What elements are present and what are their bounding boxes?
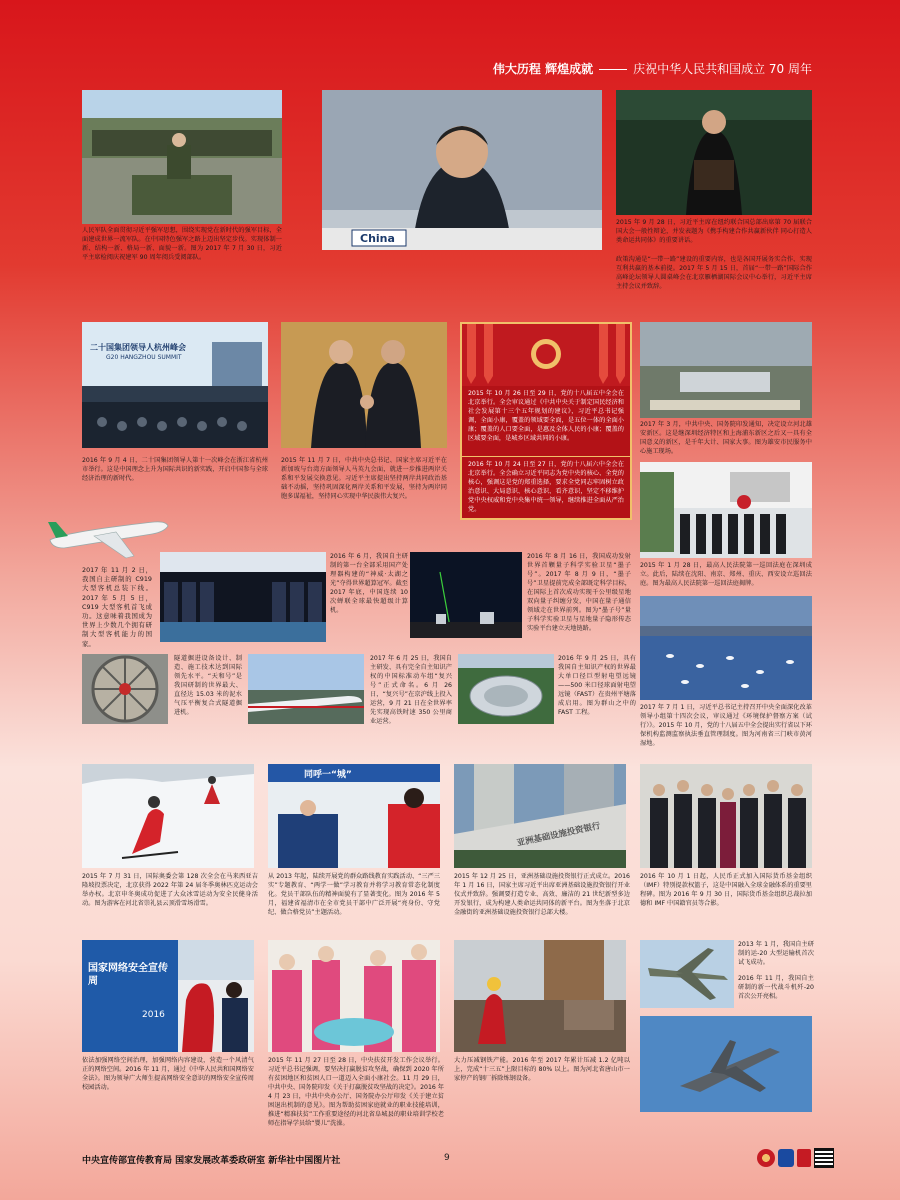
caption-g20: 2016 年 9 月 4 日，二十国集团领导人第十一次峰会在浙江省杭州市举行。这是中国理念上升为国际共识的新实践，开启中国参与全球经济治理的新时代。 bbox=[82, 457, 268, 482]
cyber-board-year: 2016 bbox=[142, 1010, 165, 1020]
caption-un-assembly: 2015 年 9 月 28 日，习近平主席在纽约联合国总部出席第 70 届联合国大会一般性辩论，并发表题为《携手构建合作共赢新伙伴 同心打造人类命运共同体》的重要讲话。 bbox=[616, 219, 812, 244]
footer-publisher: 中央宣传部宣传教育局 国家发展改革委政研室 新华社中国图片社 bbox=[82, 1156, 341, 1166]
header-dash bbox=[599, 69, 627, 70]
caption-belt-road: 政策沟通是“一带一路”建设的重要内容，也是各国开展务实合作、实现互利共赢的基本前提。2017 年 5 月 15 日，首届“一带一路”国际合作高峰论坛领导人圆桌峰会在北京雁栖湖国际会议中心举行，习近平主席主持会议并致辞。 bbox=[616, 256, 812, 290]
photo-bullet-train bbox=[248, 654, 364, 724]
photo-j20-fighter bbox=[640, 1016, 812, 1112]
photo-fast-telescope bbox=[458, 654, 554, 724]
caption-aiib: 2015 年 12 月 25 日，亚洲基础设施投资银行正式成立。2016 年 1 月 16 日，国家主席习近平出席亚洲基础设施投资银行开业仪式并致辞。强调要打造专业、高效、廉洁的 21 世纪新型多边开发银行，成为构建人类命运共同体的新平台。图为坐落于北京金融街的亚洲基础设施投资银行总部大楼。 bbox=[454, 873, 630, 916]
emblem-icon bbox=[757, 1149, 775, 1167]
caption-imf: 2016 年 10 月 1 日起，人民币正式加入国际货币基金组织（IMF）特别提款权篮子，这是中国融入全球金融体系的重要里程碑。图为 2016 年 9 月 30 日，国际货币基金组织总裁拉加德和 IMF 中国籍官员等合影。 bbox=[640, 873, 812, 907]
photo-skiing bbox=[82, 764, 254, 868]
photo-un-assembly bbox=[616, 90, 812, 215]
caption-fifth-plenum: 2015 年 10 月 26 日至 29 日，党的十八届五中全会在北京举行。全会审议通过《中共中央关于制定国民经济和社会发展第十三个五年规划的建议》，习近平总书记强调，全面小康，覆盖的领域要全面，是五位一体的全面小康；覆盖的人口要全面，是惠及全体人民的小康；覆盖的区域要全面，是城乡区域共同的小康。 bbox=[468, 390, 624, 442]
caption-circuit-court: 2015 年 1 月 28 日，最高人民法院第一巡回法庭在深圳成立。此后，陆续在沈阳、南京、郑州、重庆、西安设立巡回法庭。图为最高人民法院第一巡回法庭揭牌。 bbox=[640, 562, 812, 587]
caption-y20: 2013 年 1 月，我国自主研制的运-20 大型运输机首次试飞成功。 bbox=[738, 941, 814, 966]
photo-tunnel-machine bbox=[82, 654, 168, 724]
caption-steel: 大力压减钢铁产能。2016 年至 2017 年累计压减 1.2 亿吨以上，完成“十三五”上限目标的 80% 以上。图为河北省唐山市一家停产的钢厂拆除炼钢设备。 bbox=[454, 1057, 630, 1082]
aiib-sign: 亚洲基础设施投资银行 bbox=[516, 821, 602, 849]
caption-fuxing: 2017 年 6 月 25 日，我国自主研发、具有完全自主知识产权的中国标准动车组“复兴号”正式命名。6 月 26 日，“复兴号”在京沪线上投入运营，9 月 21 日在全世界率先实现高铁时速 350 公里商业运营。 bbox=[370, 655, 452, 725]
partner-logo-icon bbox=[778, 1149, 794, 1167]
header-title: 伟大历程 辉煌成就 bbox=[492, 62, 594, 76]
caption-poverty: 2015 年 11 月 27 日至 28 日，中央扶贫开发工作会议举行。习近平总书记强调，要坚决打赢脱贫攻坚战，确保到 2020 年所有贫困地区和贫困人口一道迈入全面小康社会。11 月 29 日，中共中央、国务院印发《关于打赢脱贫攻坚战的决定》。2016 年 4 月 23 日，中共中央办公厅、国务院办公厅印发《关于建立贫困退出机制的意见》。图为帮助贫困家庭就业的职业技能培训，推进“精准扶贫”工作重要途径的河北省阜城县的职业培训学校老师在指导学员给“婴儿”洗澡。 bbox=[268, 1057, 444, 1127]
caption-supercomputer: 2016 年 6 月，我国自主研制的第一台全部采用国产处理器构建的“神威·太湖之光”夺得世界超算冠军。截至 2017 年底，中国连续 10 次蝉联全球最快超级计算机。 bbox=[330, 553, 408, 614]
caption-military-parade: 人民军队全面贯彻习近平强军思想，围绕实现党在新时代的强军目标，全面建成世界一流军队。在中国特色强军之路上迈出坚定步伐。实现体制一新、结构一新、格局一新、面貌一新。图为 2017 年 7 月 30 日，习近平主席检阅庆祝建军 90 周年阅兵受阅部队。 bbox=[82, 227, 282, 261]
photo-handshake bbox=[281, 322, 447, 448]
photo-poverty-training bbox=[268, 940, 440, 1052]
caption-winter-olympics: 2015 年 7 月 31 日，国际奥委会第 128 次全会在马来西亚吉隆坡投票决定，北京获得 2022 年第 24 届冬季奥林匹克运动会举办权。北京申冬奥成功促进了大众冰雪运动为安全民健身活动。图为游客在河北省崇礼县云顶滑雪场滑雪。 bbox=[82, 873, 258, 907]
g20-banner-cn: 二十国集团领导人杭州峰会 bbox=[90, 343, 186, 352]
photo-y20-plane bbox=[640, 940, 734, 1008]
photo-aiib bbox=[454, 764, 626, 868]
xinhua-logo-icon bbox=[797, 1149, 811, 1167]
photo-meeting-speech bbox=[322, 90, 602, 250]
caption-quantum: 2016 年 8 月 16 日，我国成功发射世界首颗量子科学实验卫星“墨子号”。2017 年 8 月 9 日，“墨子号”卫星提前完成全部既定科学目标，在国际上首次成功实现千公里级星地双向量子纠缠分发，中国在量子通信领域走在世界前列。图为“墨子号”量子科学实验卫星与星地量子隐形传态实验平台建立天地链路。 bbox=[527, 553, 631, 632]
nameplate-text: China bbox=[360, 232, 395, 245]
header-subtitle: 庆祝中华人民共和国成立 70 周年 bbox=[633, 62, 812, 76]
footer-logos bbox=[757, 1147, 834, 1168]
cyber-board-title: 国家网络安全宣传周 bbox=[88, 963, 168, 987]
photo-steel-plant bbox=[454, 940, 626, 1052]
photo-imf bbox=[640, 764, 812, 868]
photo-supercomputer bbox=[160, 552, 326, 642]
caption-sixth-plenum: 2016 年 10 月 24 日至 27 日，党的十八届六中全会在北京举行。全会确立习近平同志为党中央的核心、全党的核心，强调这是党的郑重选择，要求全党同志牢固树立政治意识、大局意识、核心意识、看齐意识，坚定不移维护党中央权威和党中央集中统一领导，继续推进全面从严治党。 bbox=[462, 456, 630, 523]
caption-party-education: 从 2013 年起，陆续开展党的群众路线教育实践活动、“三严三实”专题教育、“两学一做”学习教育并将学习教育常态化制度化。党员干部队伍的精神面貌有了显著变化。图为 2016 年 5 月，福建省福清市在全市党员干部中广泛开展“亮身份、守党纪、做合格党员”主题活动。 bbox=[268, 873, 440, 916]
photo-cyber-security bbox=[82, 940, 254, 1052]
caption-tunnel: 隧道掘进设备设计、制造、施工技术达到国际领先水平。“天和号”是我国研制的世界最大、直径达 15.03 米的泥水气压平衡复合式隧道掘进机。 bbox=[174, 655, 242, 716]
photo-lake-swans bbox=[640, 596, 812, 700]
caption-j20: 2016 年 11 月，我国自主研制的新一代战斗机歼-20 首次公开亮相。 bbox=[738, 975, 814, 1000]
photo-military-parade bbox=[82, 90, 282, 224]
photo-circuit-court bbox=[640, 462, 812, 558]
photo-g20-summit bbox=[82, 322, 268, 448]
qr-code-icon[interactable] bbox=[814, 1148, 834, 1168]
caption-fast: 2016 年 9 月 25 日，具有我国自主知识产权的世界最大单口径巨型射电望远镜——500 米口径球面射电望远镜（FAST）在贵州平塘落成启用。图为群山之中的 FAST 工程。 bbox=[558, 655, 636, 716]
caption-xiongan: 2017 年 3 月，中共中央、国务院印发通知，决定设立河北雄安新区。这是继深圳经济特区和上海浦东新区之后又一具有全国意义的新区，是千年大计、国家大事。图为雄安市民服务中心施工现场。 bbox=[640, 421, 812, 455]
photo-party-activity bbox=[268, 764, 440, 868]
hotline-sign: 同呼一“城” bbox=[304, 770, 352, 780]
caption-cyber: 依法加强网络空间治理，加强网络内容建设，营造一个风清气正的网络空间。2016 年 11 月，通过《中华人民共和国网络安全法》。图为领导广大师生提高网络安全意识的网络安全宣传周校园活动。 bbox=[82, 1057, 254, 1091]
caption-environment: 2017 年 7 月 1 日，习近平总书记主持召开中央全面深化改革领导小组第十四次会议，审议通过《环境保护督察方案（试行）》。2015 年 10 月，党的十八届五中全会提出实行省以下环保机构监测监察执法垂直管理制度。图为河南省三门峡市黄河湿地。 bbox=[640, 704, 812, 747]
page-number: 9 bbox=[444, 1153, 450, 1163]
g20-banner-en: G20 HANGZHOU SUMMIT bbox=[106, 354, 182, 361]
photo-quantum-satellite bbox=[410, 552, 522, 638]
panel-plenary-sessions bbox=[460, 322, 632, 520]
photo-xiongan bbox=[640, 322, 812, 418]
page-header bbox=[493, 60, 812, 77]
caption-handshake: 2015 年 11 月 7 日，中共中央总书记、国家主席习近平在新加坡与台湾方面领导人马英九会面，就进一步推进两岸关系和平发展交换意见。习近平主席提出坚持两岸共同政治基础不动摇，坚持巩固深化两岸关系和平发展，坚持为两岸同胞多谋福祉，坚持同心实现中华民族伟大复兴。 bbox=[281, 457, 447, 500]
caption-c919: 2017 年 11 月 2 日，我国自主研制的 C919 大型客机总装下线。2017 年 5 月 5 日，C919 大型客机首飞成功。这意味着我国成为世界上少数几个拥有研制大型客机能力的国家。 bbox=[82, 566, 152, 648]
photo-c919-plane bbox=[44, 506, 170, 562]
